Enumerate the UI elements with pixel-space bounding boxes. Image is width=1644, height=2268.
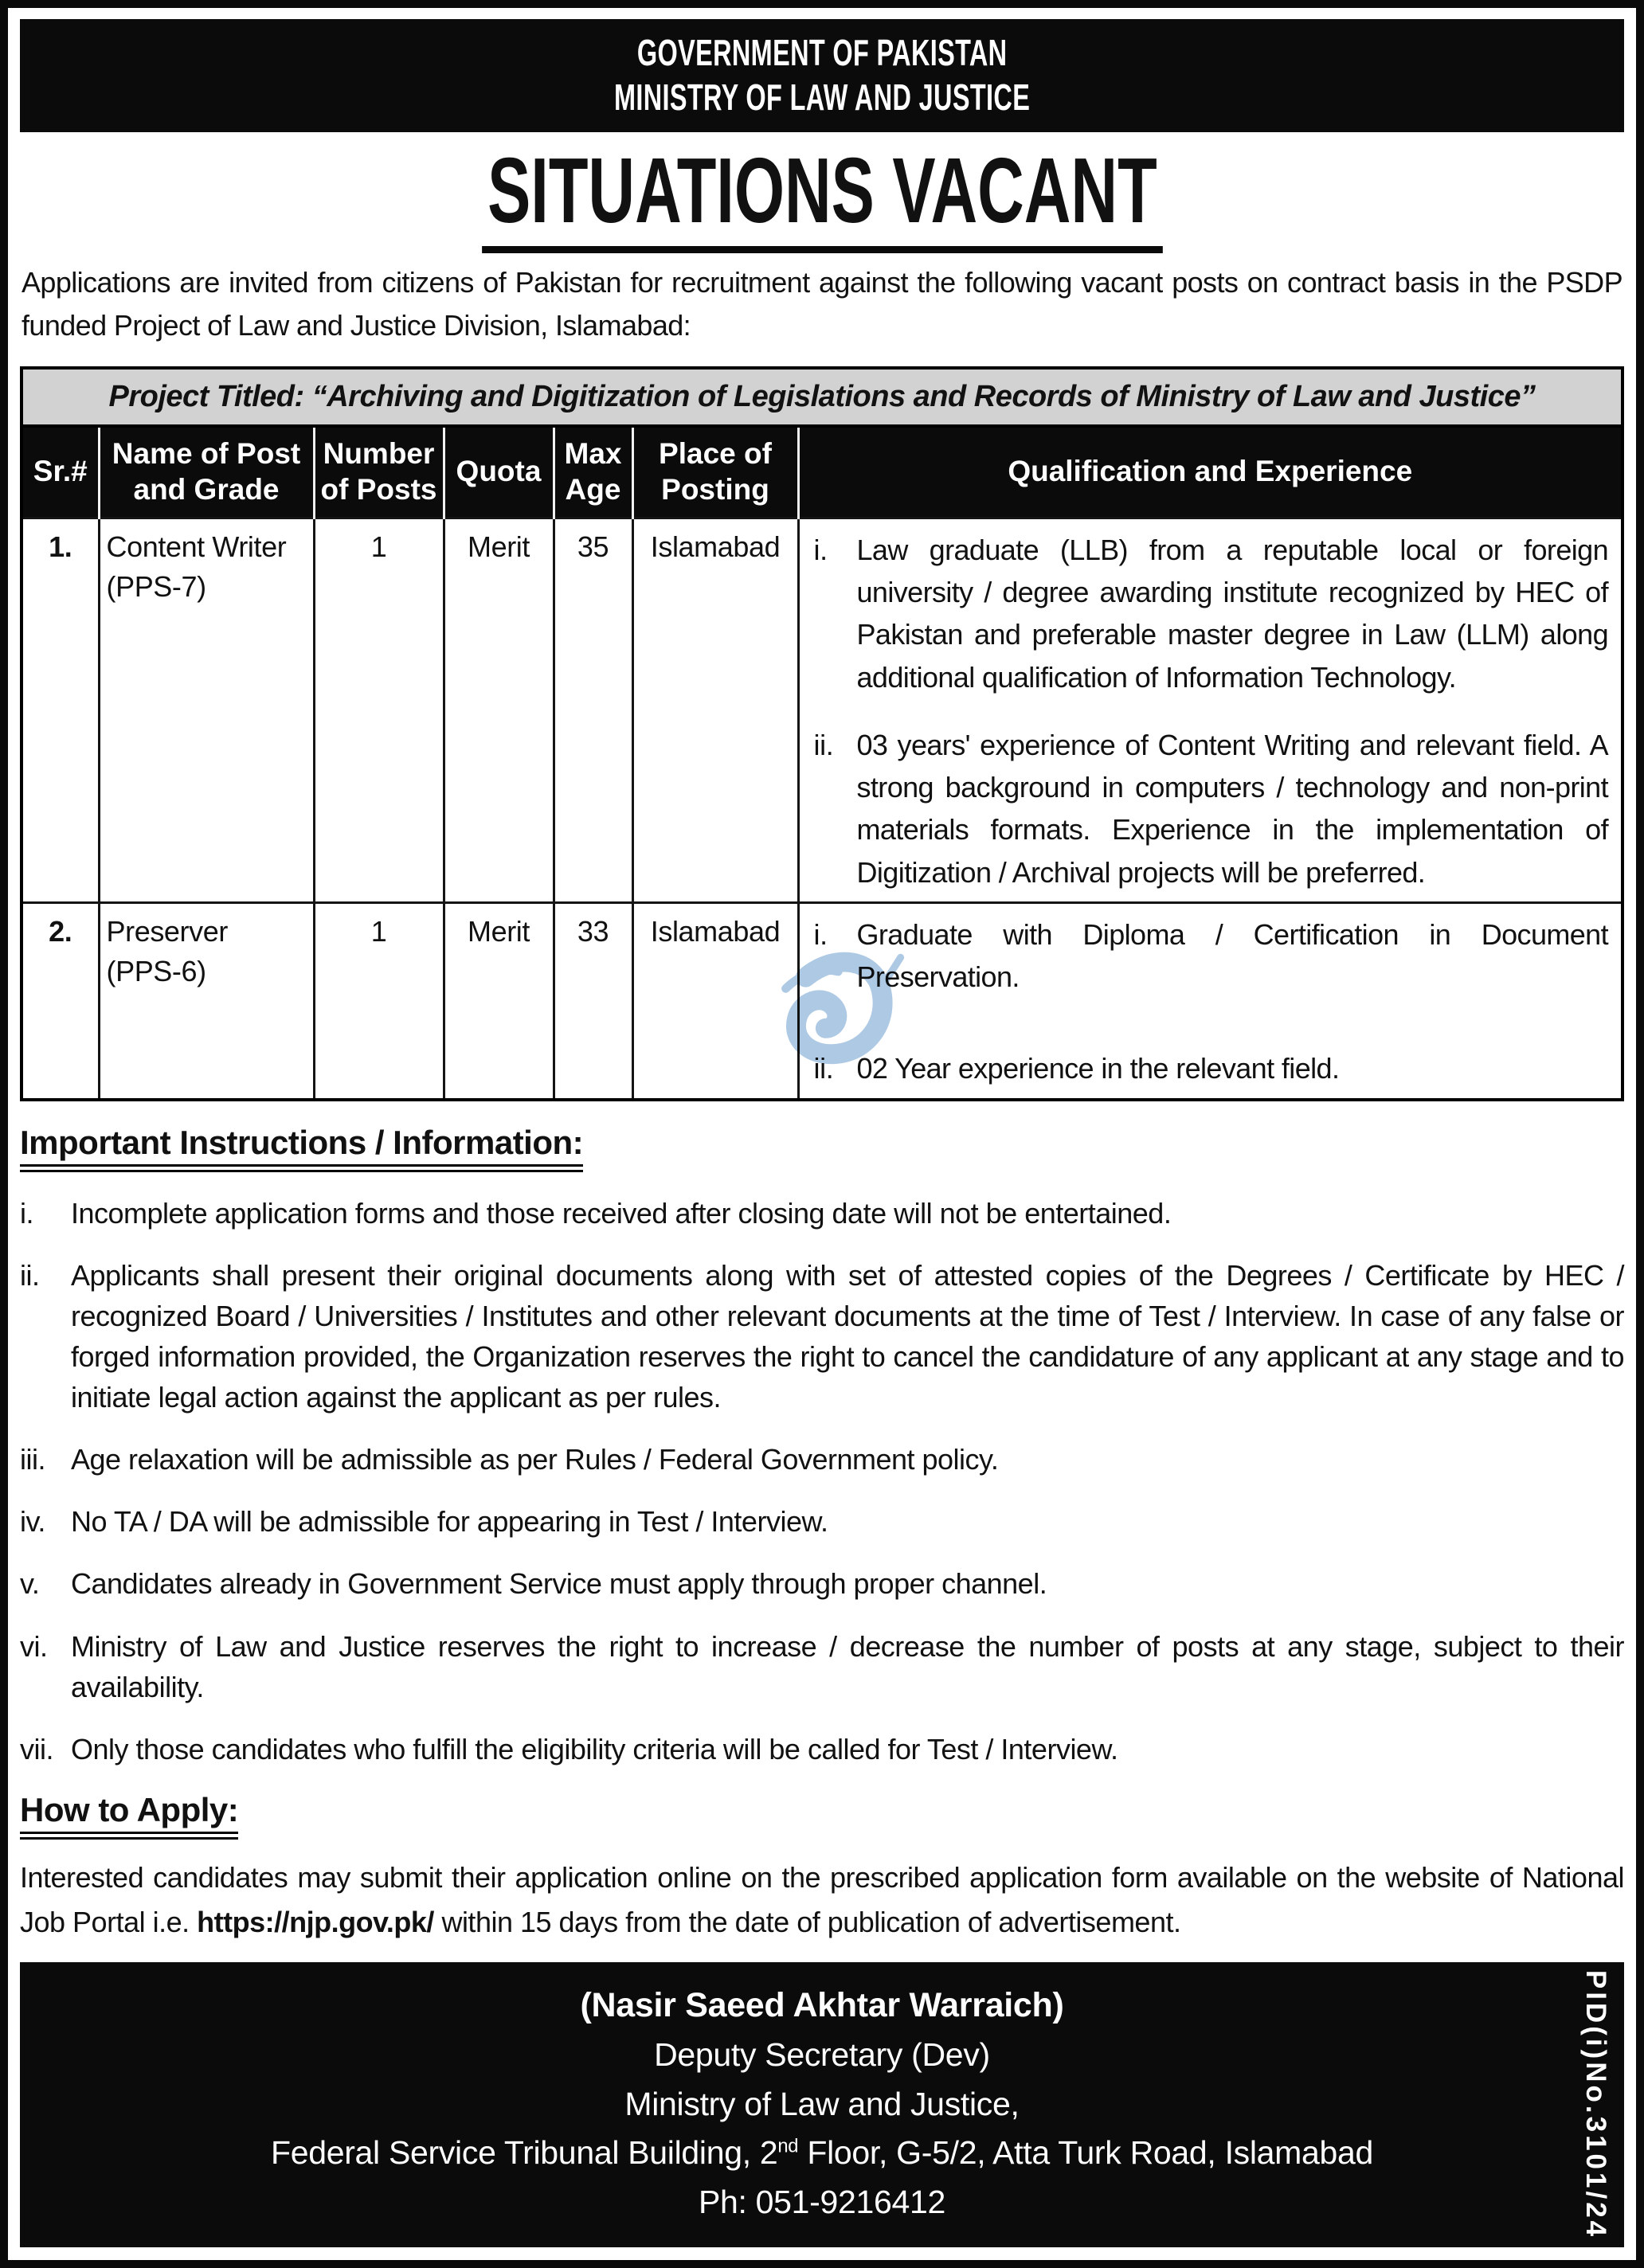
instruction-item [20, 1729, 1624, 1769]
cell-post-name: Content Writer (PPS-7) [99, 518, 314, 902]
instruction-text: Candidates already in Government Service must apply through proper channel. [71, 1567, 1047, 1601]
qual-number: i. [813, 917, 828, 951]
col-header-posts: Number of Posts [314, 426, 444, 518]
qualification-item [808, 1047, 1609, 1089]
instruction-text: No TA / DA will be admissible for appearing in Test / Interview. [71, 1505, 828, 1539]
instructions-heading-wrap [20, 1124, 1624, 1172]
apply-text-after: within 15 days from the date of publication of advertisement. [433, 1905, 1181, 1938]
instruction-number: iii. [20, 1443, 45, 1476]
government-line: GOVERNMENT OF PAKISTAN [636, 32, 1008, 73]
signatory-name: (Nasir Saeed Akhtar Warraich) [580, 1985, 1064, 2024]
intro-paragraph: Applications are invited from citizens of Pakistan for recruitment against the following vacant posts on contract basis in the PSDP funded Project of Law and Justice Division, Islamabad: [22, 265, 1622, 342]
page-title: SITUATIONS VACANT [482, 143, 1163, 252]
signature-block [20, 1962, 1624, 2248]
qualification-item [808, 913, 1609, 999]
instruction-item [20, 1193, 1624, 1234]
cell-quota: Merit [444, 518, 554, 902]
qual-text: 02 Year experience in the relevant field. [856, 1052, 1340, 1085]
apply-paragraph [20, 1855, 1624, 1945]
signatory-designation: Deputy Secretary (Dev) [654, 2036, 990, 2073]
instructions-heading: Important Instructions / Information: [20, 1124, 583, 1172]
howto-heading-wrap [20, 1791, 1624, 1840]
col-header-place: Place of Posting [632, 426, 798, 518]
instructions-list [20, 1193, 1624, 1769]
cell-quota: Merit [444, 902, 554, 1099]
ordinal-superscript: nd [777, 2135, 799, 2157]
table-row [22, 902, 1622, 1099]
pid-number: PID(i)No.3101/24 [1580, 1969, 1611, 2239]
instruction-number: ii. [20, 1258, 40, 1292]
instruction-item [20, 1439, 1624, 1480]
col-header-post: Name of Post and Grade [99, 426, 314, 518]
signatory-address: Federal Service Tribunal Building, 2nd Floor, G-5/2, Atta Turk Road, Islamabad [270, 2134, 1374, 2171]
instruction-text: Applicants shall present their original documents along with set of attested copies of the Degrees / Certificate by HEC / recognized Board / Universities / Institutes and other relevant documents at the time of Test / Interview. In case of any false or forged information provided, the Organization reserves the right to cancel the candidature of any applicant at any stage and to initiate legal action against the applicant as per rules. [71, 1258, 1624, 1414]
instruction-text: Age relaxation will be admissible as per Rules / Federal Government policy. [71, 1443, 999, 1476]
instruction-number: v. [20, 1567, 40, 1601]
vacancy-table-wrap [20, 424, 1624, 1101]
qualification-item [808, 724, 1609, 894]
qual-text: Graduate with Diploma / Certification in Document Preservation. [856, 917, 1608, 994]
title-wrap [18, 139, 1626, 252]
instruction-number: vi. [20, 1629, 48, 1663]
instruction-number: iv. [20, 1505, 45, 1539]
instruction-number: i. [20, 1196, 33, 1230]
instruction-item [20, 1626, 1624, 1707]
cell-place: Islamabad [632, 518, 798, 902]
njp-portal-url: https://njp.gov.pk/ [197, 1905, 434, 1938]
instruction-text: Ministry of Law and Justice reserves the right to increase / decrease the number of posts at any stage, subject to their availability. [71, 1629, 1624, 1703]
qual-number: i. [813, 533, 828, 566]
vacancy-table [20, 424, 1624, 1101]
signatory-phone: Ph: 051-9216412 [698, 2183, 946, 2220]
cell-qualifications [798, 518, 1622, 902]
ministry-line: MINISTRY OF LAW AND JUSTICE [613, 76, 1031, 119]
col-header-sr: Sr.# [22, 426, 99, 518]
col-header-quota: Quota [444, 426, 554, 518]
qual-text: Law graduate (LLB) from a reputable local or foreign university / degree awarding institute recognized by HEC of Pakistan and preferable master degree in Law (LLM) along additional qualification of Information Technology. [856, 533, 1608, 694]
instruction-text: Only those candidates who fulfill the eligibility criteria will be called for Test / Interview. [71, 1732, 1118, 1766]
col-header-qualification: Qualification and Experience [798, 426, 1622, 518]
instruction-item [20, 1501, 1624, 1542]
table-row [22, 518, 1622, 902]
qual-number: ii. [813, 728, 834, 761]
instruction-item [20, 1255, 1624, 1418]
cell-place: Islamabad [632, 902, 798, 1099]
apply-text-before: Interested candidates may submit their application online on the prescribed application form available on the website of National Job Portal i.e. [20, 1860, 1624, 1938]
instruction-item [20, 1563, 1624, 1604]
instruction-text: Incomplete application forms and those received after closing date will not be entertained. [71, 1196, 1172, 1230]
cell-num-posts: 1 [314, 902, 444, 1099]
cell-qualifications [798, 902, 1622, 1099]
cell-max-age: 33 [554, 902, 632, 1099]
col-header-age: Max Age [554, 426, 632, 518]
cell-max-age: 35 [554, 518, 632, 902]
signatory-ministry: Ministry of Law and Justice, [624, 2085, 1020, 2122]
project-title-bar: Project Titled: “Archiving and Digitization of Legislations and Records of Ministry of Law and Justice” [20, 366, 1624, 424]
qual-number: ii. [813, 1052, 834, 1085]
how-to-apply-heading: How to Apply: [20, 1791, 238, 1840]
cell-num-posts: 1 [314, 518, 444, 902]
cell-sr: 1. [22, 518, 99, 902]
department-header-bar [20, 19, 1624, 132]
table-header-row [22, 426, 1622, 518]
cell-sr: 2. [22, 902, 99, 1099]
qualification-item [808, 529, 1609, 698]
cell-post-name: Preserver (PPS-6) [99, 902, 314, 1099]
qual-text: 03 years' experience of Content Writing and relevant field. A strong background in computers / technology and non-print materials formats. Experience in the implementation of Digitization / Archival projects will be preferred. [856, 728, 1608, 889]
instruction-number: vii. [20, 1732, 53, 1766]
